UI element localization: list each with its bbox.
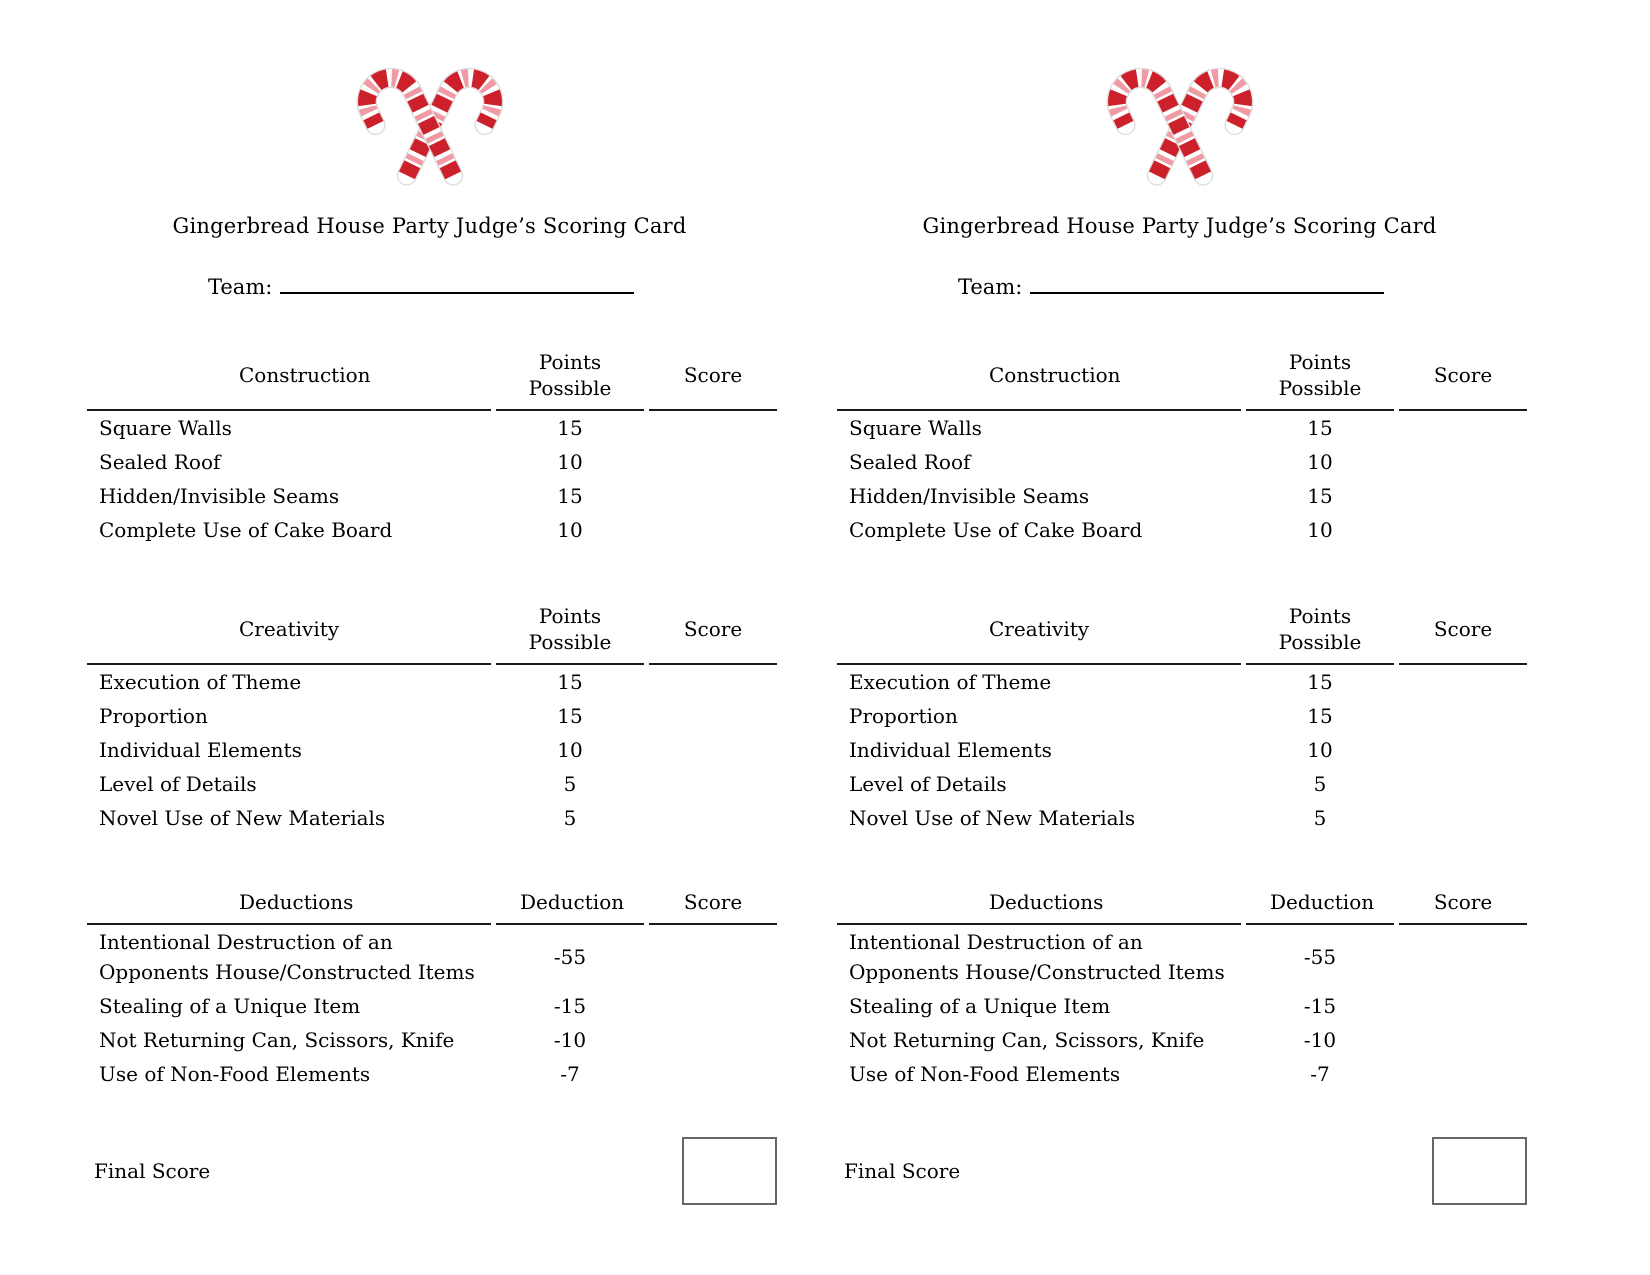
- final-score-label: Final Score: [94, 1159, 211, 1183]
- points-value: 15: [1307, 416, 1333, 440]
- criterion-label: Novel Use of New Materials: [99, 806, 386, 830]
- criterion-label: Stealing of a Unique Item: [849, 994, 1111, 1018]
- score-cell: [1399, 925, 1527, 989]
- criterion-label: Complete Use of Cake Board: [849, 518, 1143, 542]
- criterion-label: Intentional Destruction of an Opponents House/Constructed Items: [849, 930, 1225, 984]
- points-possible-header: Points Possible: [1246, 597, 1394, 665]
- score-cell: [1399, 665, 1527, 699]
- team-row: [82, 274, 777, 299]
- table-header-row: [87, 883, 777, 925]
- final-score-label: Final Score: [844, 1159, 961, 1183]
- score-cell: [649, 665, 777, 699]
- points-value: 15: [1307, 704, 1333, 728]
- points-value: 5: [1313, 772, 1327, 796]
- page-title: Gingerbread House Party Judge’s Scoring Card: [922, 214, 1437, 238]
- criterion-label: Sealed Roof: [99, 450, 221, 474]
- score-cell: [649, 513, 777, 547]
- table-row: [837, 513, 1527, 547]
- section-title: Construction: [837, 343, 1241, 411]
- candy-canes-icon: [1091, 50, 1269, 200]
- deduction-value: -15: [1303, 994, 1337, 1018]
- points-value: 10: [1307, 518, 1333, 542]
- score-cell: [1399, 1023, 1527, 1057]
- table-row: [837, 925, 1527, 989]
- table-row: [87, 767, 777, 801]
- table-header-row: [837, 883, 1527, 925]
- table-row: [837, 699, 1527, 733]
- criterion-label: Execution of Theme: [849, 670, 1052, 694]
- deduction-value: -7: [1310, 1062, 1330, 1086]
- criterion-label: Use of Non-Food Elements: [849, 1062, 1121, 1086]
- points-possible-header: Points Possible: [1246, 343, 1394, 411]
- score-cell: [1399, 699, 1527, 733]
- section-title: Deductions: [87, 883, 491, 925]
- points-value: 15: [557, 670, 583, 694]
- table-row: [837, 479, 1527, 513]
- points-value: 15: [557, 484, 583, 508]
- score-cell: [649, 925, 777, 989]
- points-value: 10: [557, 518, 583, 542]
- table-row: [87, 665, 777, 699]
- criterion-label: Proportion: [99, 704, 208, 728]
- table-row: [87, 801, 777, 835]
- criterion-label: Level of Details: [849, 772, 1007, 796]
- criterion-label: Hidden/Invisible Seams: [849, 484, 1090, 508]
- points-value: 10: [557, 450, 583, 474]
- table-row: [87, 411, 777, 445]
- points-value: 10: [557, 738, 583, 762]
- table-row: [87, 925, 777, 989]
- construction-table: [832, 343, 1532, 547]
- score-cell: [1399, 1057, 1527, 1091]
- final-score-box: [682, 1137, 777, 1205]
- section-title: Creativity: [837, 597, 1241, 665]
- criterion-label: Square Walls: [849, 416, 982, 440]
- table-row: [837, 733, 1527, 767]
- score-header: Score: [649, 597, 777, 665]
- points-value: 15: [557, 416, 583, 440]
- table-row: [87, 989, 777, 1023]
- table-row: [837, 989, 1527, 1023]
- deduction-value: -55: [1303, 945, 1337, 969]
- creativity-table: [832, 597, 1532, 835]
- table-header-row: [837, 597, 1527, 665]
- points-value: 15: [1307, 484, 1333, 508]
- score-cell: [1399, 513, 1527, 547]
- team-row: [832, 274, 1527, 299]
- table-row: [837, 801, 1527, 835]
- criterion-label: Level of Details: [99, 772, 257, 796]
- score-cell: [1399, 445, 1527, 479]
- score-header: Score: [1399, 343, 1527, 411]
- table-header-row: [87, 343, 777, 411]
- table-row: [87, 513, 777, 547]
- deductions-table: [82, 883, 782, 1091]
- creativity-table: [82, 597, 782, 835]
- deduction-value: -55: [553, 945, 587, 969]
- score-header: Score: [1399, 597, 1527, 665]
- section-title: Construction: [87, 343, 491, 411]
- criterion-label: Novel Use of New Materials: [849, 806, 1136, 830]
- score-cell: [649, 733, 777, 767]
- table-row: [837, 1023, 1527, 1057]
- points-possible-header: Points Possible: [496, 597, 644, 665]
- criterion-label: Use of Non-Food Elements: [99, 1062, 371, 1086]
- points-value: 15: [557, 704, 583, 728]
- table-row: [87, 1023, 777, 1057]
- criterion-label: Hidden/Invisible Seams: [99, 484, 340, 508]
- page-title: Gingerbread House Party Judge’s Scoring Card: [172, 214, 687, 238]
- table-row: [837, 1057, 1527, 1091]
- score-header: Score: [649, 883, 777, 925]
- score-cell: [649, 445, 777, 479]
- table-row: [87, 445, 777, 479]
- points-value: 10: [1307, 450, 1333, 474]
- score-cell: [1399, 767, 1527, 801]
- score-header: Score: [649, 343, 777, 411]
- criterion-label: Individual Elements: [849, 738, 1052, 762]
- points-value: 5: [563, 772, 577, 796]
- team-blank-line: [280, 274, 634, 294]
- deduction-value: -15: [553, 994, 587, 1018]
- criterion-label: Complete Use of Cake Board: [99, 518, 393, 542]
- score-cell: [649, 989, 777, 1023]
- points-value: 5: [1313, 806, 1327, 830]
- table-row: [87, 699, 777, 733]
- score-cell: [1399, 989, 1527, 1023]
- score-cell: [649, 699, 777, 733]
- criterion-label: Intentional Destruction of an Opponents House/Constructed Items: [99, 930, 475, 984]
- final-score-row: [832, 1137, 1527, 1205]
- table-row: [837, 411, 1527, 445]
- deductions-table: [832, 883, 1532, 1091]
- table-row: [87, 479, 777, 513]
- criterion-label: Proportion: [849, 704, 958, 728]
- table-row: [87, 733, 777, 767]
- deduction-value: -10: [1303, 1028, 1337, 1052]
- score-cell: [1399, 479, 1527, 513]
- deduction-header: Deduction: [1246, 883, 1394, 925]
- score-cell: [649, 1057, 777, 1091]
- score-cell: [649, 767, 777, 801]
- score-cell: [649, 801, 777, 835]
- scoring-card: [832, 0, 1527, 1205]
- final-score-row: [82, 1137, 777, 1205]
- score-header: Score: [1399, 883, 1527, 925]
- score-cell: [1399, 733, 1527, 767]
- deduction-header: Deduction: [496, 883, 644, 925]
- deduction-value: -10: [553, 1028, 587, 1052]
- table-row: [837, 665, 1527, 699]
- score-cell: [1399, 411, 1527, 445]
- criterion-label: Not Returning Can, Scissors, Knife: [99, 1028, 455, 1052]
- criterion-label: Square Walls: [99, 416, 232, 440]
- score-cell: [649, 479, 777, 513]
- candy-canes-icon: [341, 50, 519, 200]
- section-title: Deductions: [837, 883, 1241, 925]
- team-blank-line: [1030, 274, 1384, 294]
- table-row: [837, 767, 1527, 801]
- criterion-label: Execution of Theme: [99, 670, 302, 694]
- score-cell: [1399, 801, 1527, 835]
- team-label: Team:: [958, 275, 1023, 299]
- points-value: 10: [1307, 738, 1333, 762]
- score-cell: [649, 411, 777, 445]
- points-value: 15: [1307, 670, 1333, 694]
- points-value: 5: [563, 806, 577, 830]
- scoring-card: [82, 0, 777, 1205]
- section-title: Creativity: [87, 597, 491, 665]
- table-header-row: [87, 597, 777, 665]
- table-row: [837, 445, 1527, 479]
- criterion-label: Sealed Roof: [849, 450, 971, 474]
- points-possible-header: Points Possible: [496, 343, 644, 411]
- criterion-label: Not Returning Can, Scissors, Knife: [849, 1028, 1205, 1052]
- construction-table: [82, 343, 782, 547]
- table-header-row: [837, 343, 1527, 411]
- criterion-label: Individual Elements: [99, 738, 302, 762]
- criterion-label: Stealing of a Unique Item: [99, 994, 361, 1018]
- score-cell: [649, 1023, 777, 1057]
- final-score-box: [1432, 1137, 1527, 1205]
- deduction-value: -7: [560, 1062, 580, 1086]
- team-label: Team:: [208, 275, 273, 299]
- table-row: [87, 1057, 777, 1091]
